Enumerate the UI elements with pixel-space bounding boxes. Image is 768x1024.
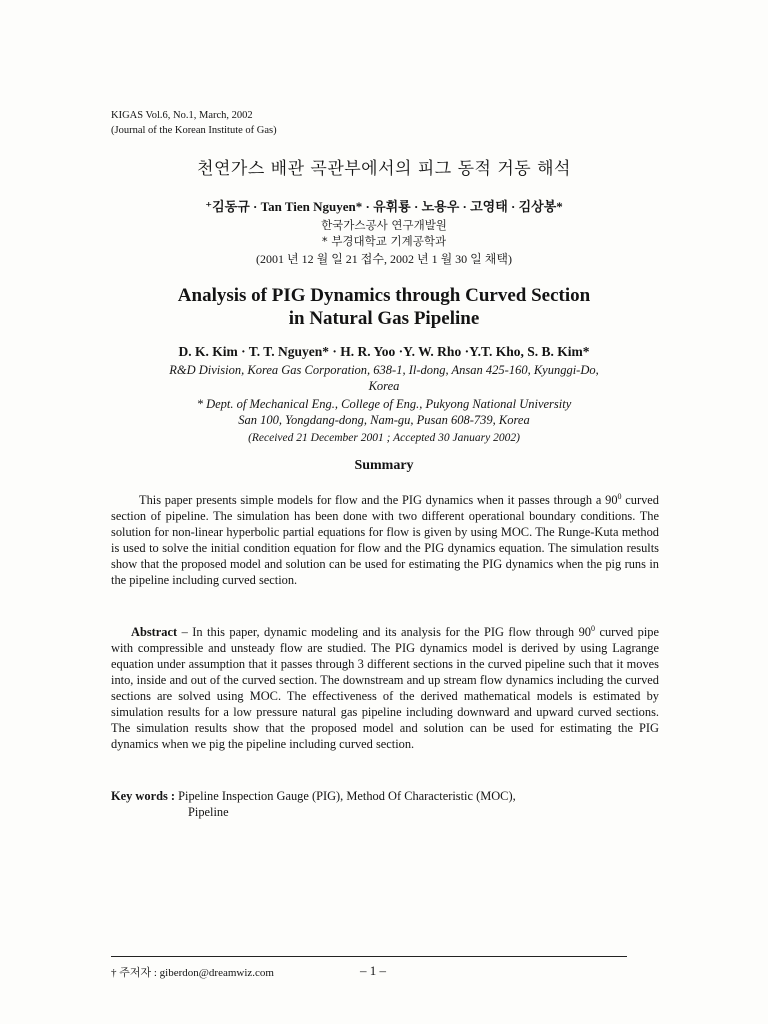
english-authors: D. K. Kim · T. T. Nguyen* · H. R. Yoo ·Y. W. Rho ·Y.T. Kho, S. B. Kim* (178, 344, 590, 359)
summary-degree: 0 (617, 491, 622, 501)
korean-dates: (2001 년 12 월 일 21 접수, 2002 년 1 월 30 일 채택) (256, 252, 512, 266)
abstract-text-1: – In this paper, dynamic modeling and its analysis for the PIG flow through 90 (177, 625, 591, 639)
affiliation-2-line-2: San 100, Yongdang-dong, Nam-gu, Pusan 608-739, Korea (238, 413, 530, 427)
affiliation-1-line-2: Korea (368, 379, 400, 393)
korean-title: 천연가스 배관 곡관부에서의 피그 동적 거동 해석 (197, 159, 571, 179)
keywords-line-1: Pipeline Inspection Gauge (PIG), Method Of Characteristic (MOC), (175, 789, 516, 803)
received-dates: (Received 21 December 2001 ; Accepted 30 January 2002) (248, 432, 520, 444)
korean-authors-suffix: * · 유휘룡 · 노용우 · 고영태 · 김상봉* (355, 199, 563, 214)
korean-affiliation-1: 한국가스공사 연구개발원 (321, 218, 447, 232)
corresponding-author: † 주저자 : giberdon@dreamwiz.com (111, 967, 274, 979)
abstract-paragraph (111, 624, 659, 752)
affiliation-1 (0, 362, 768, 394)
keywords-label: Key words : (111, 789, 176, 803)
korean-affiliation-2: * 부경대학교 기계공학과 (321, 234, 447, 248)
page-number: – 1 – (360, 963, 386, 978)
english-title (0, 284, 768, 330)
abstract-degree: 0 (591, 623, 595, 633)
summary-heading: Summary (354, 458, 414, 473)
keywords (111, 788, 659, 820)
keywords-line-2: Pipeline (188, 805, 229, 819)
footnote-rule (111, 956, 627, 957)
affiliation-2 (0, 396, 768, 428)
journal-volume: KIGAS Vol.6, No.1, March, 2002 (111, 110, 253, 121)
affiliation-1-line-1: R&D Division, Korea Gas Corporation, 638-1, Il-dong, Ansan 425-160, Kyunggi-Do, (169, 363, 599, 377)
abstract-text-2: curved pipe with compressible and unsteady flow are studied. The PIG dynamics model is derived by using Lagrange equation under assumption that it passes through 3 different sections in the curved pipeline such that it moves into, inside and out of the curved section. The downstream and up stream flow dynamics including the curved sections are solved using MOC. The effectiveness of the derived mathematical models is estimated by simulation results for a low pressure natural gas pipeline including downward and upward curved sections. The simulation results show that the proposed model and solution can be used for estimating the PIG dynamics when we pig the pipeline including curved section. (111, 625, 659, 751)
korean-authors-english-name: Tan Tien Nguyen (260, 199, 356, 214)
english-title-line-2: in Natural Gas Pipeline (288, 308, 480, 329)
affiliation-2-line-1: * Dept. of Mechanical Eng., College of Eng., Pukyong National University (196, 397, 572, 411)
summary-text-1: This paper presents simple models for flow and the PIG dynamics when it passes through a 90 (139, 493, 618, 507)
summary-text-2: curved section of pipeline. The simulation has been done with two different operational boundary conditions. The solution for non-linear hyperbolic partial equations for flow is given by using MOC. The Runge-Kuta method is used to solve the initial condition equation for flow and the PIG dynamics equation. The simulation results show that the proposed model and solution can be used for estimating the PIG dynamics when the pig runs in the pipeline including curved section. (111, 493, 659, 587)
summary-paragraph (111, 492, 659, 588)
korean-authors (0, 196, 768, 215)
korean-authors-prefix: ⁺김동규 · (205, 199, 261, 214)
abstract-label: Abstract (131, 625, 178, 639)
journal-name: (Journal of the Korean Institute of Gas) (111, 125, 277, 136)
english-title-line-1: Analysis of PIG Dynamics through Curved Section (177, 285, 591, 306)
